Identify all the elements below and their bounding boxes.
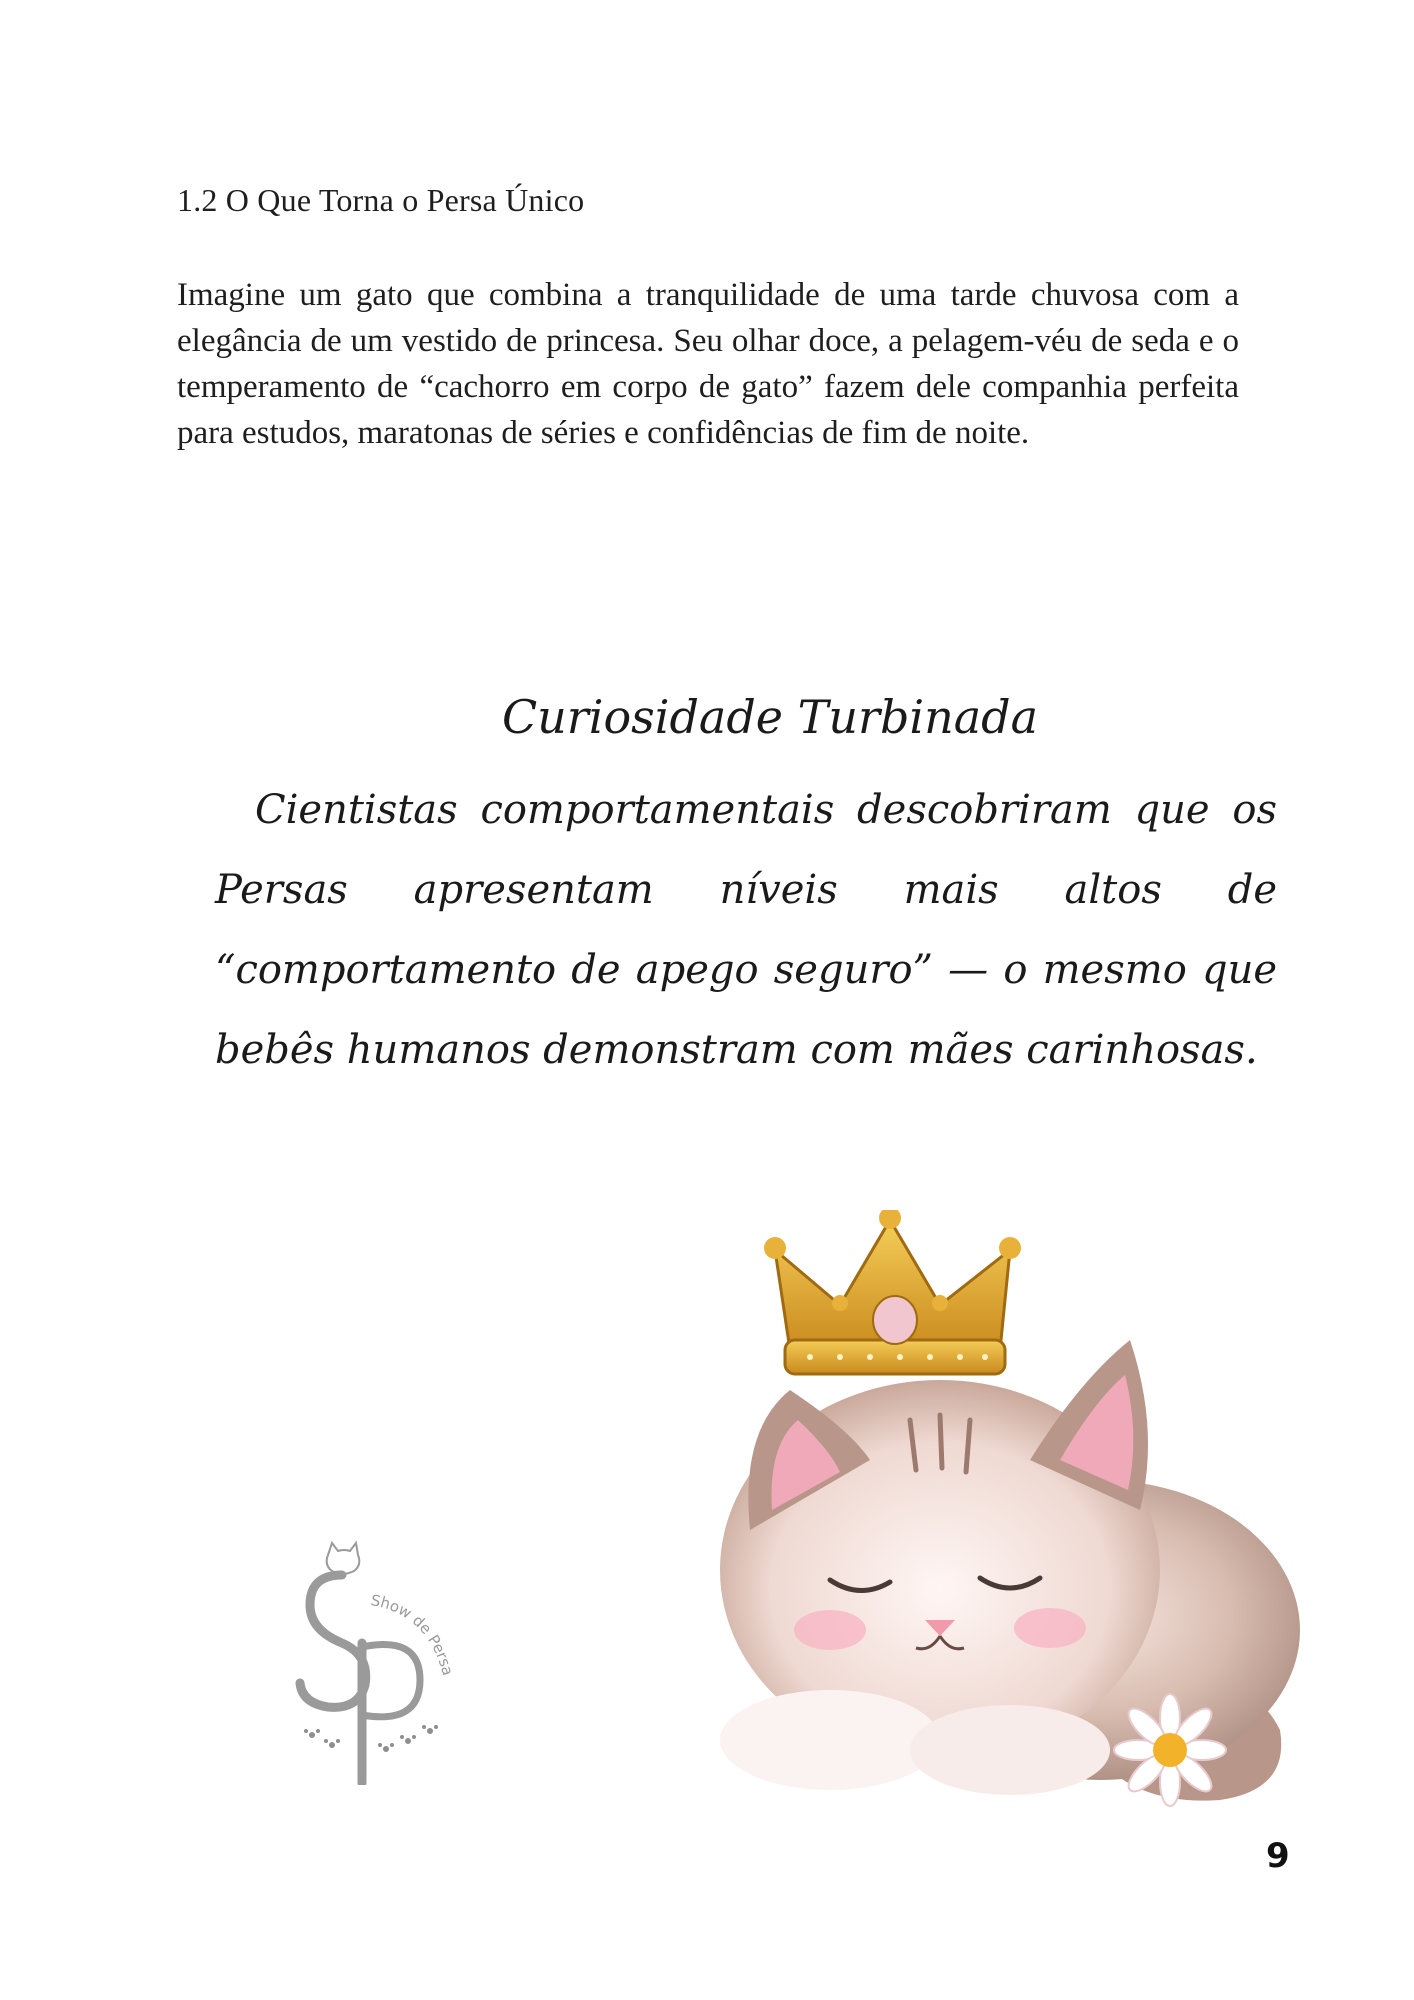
- page-number: 9: [1266, 1836, 1290, 1876]
- curiosity-title: Curiosidade Turbinada: [501, 690, 1039, 744]
- section-heading: 1.2 O Que Torna o Persa Único: [177, 182, 585, 218]
- show-de-persa-logo: [270, 1535, 480, 1785]
- crown-icon: [764, 1210, 1021, 1374]
- curiosity-text: Cientistas comportamentais descobriram que os Persas apresentam níveis mais altos de “comportamento de apego seguro” — o mesmo que bebês humanos demonstram com mães carinhosas.: [215, 787, 1277, 1073]
- daisy-icon: [1114, 1694, 1226, 1806]
- sleeping-kitten-with-crown-icon: [680, 1210, 1300, 1830]
- intro-paragraph: Imagine um gato que combina a tranquilidade de uma tarde chuvosa com a elegância de um vestido de princesa. Seu olhar doce, a pelagem-véu de seda e o temperamento de “cachorro em corpo de gato” fazem dele companhia perfeita para estudos, maratonas de séries e confidências de fim de noite.: [177, 277, 1239, 451]
- logo-text: Show de Persa: [369, 1591, 457, 1678]
